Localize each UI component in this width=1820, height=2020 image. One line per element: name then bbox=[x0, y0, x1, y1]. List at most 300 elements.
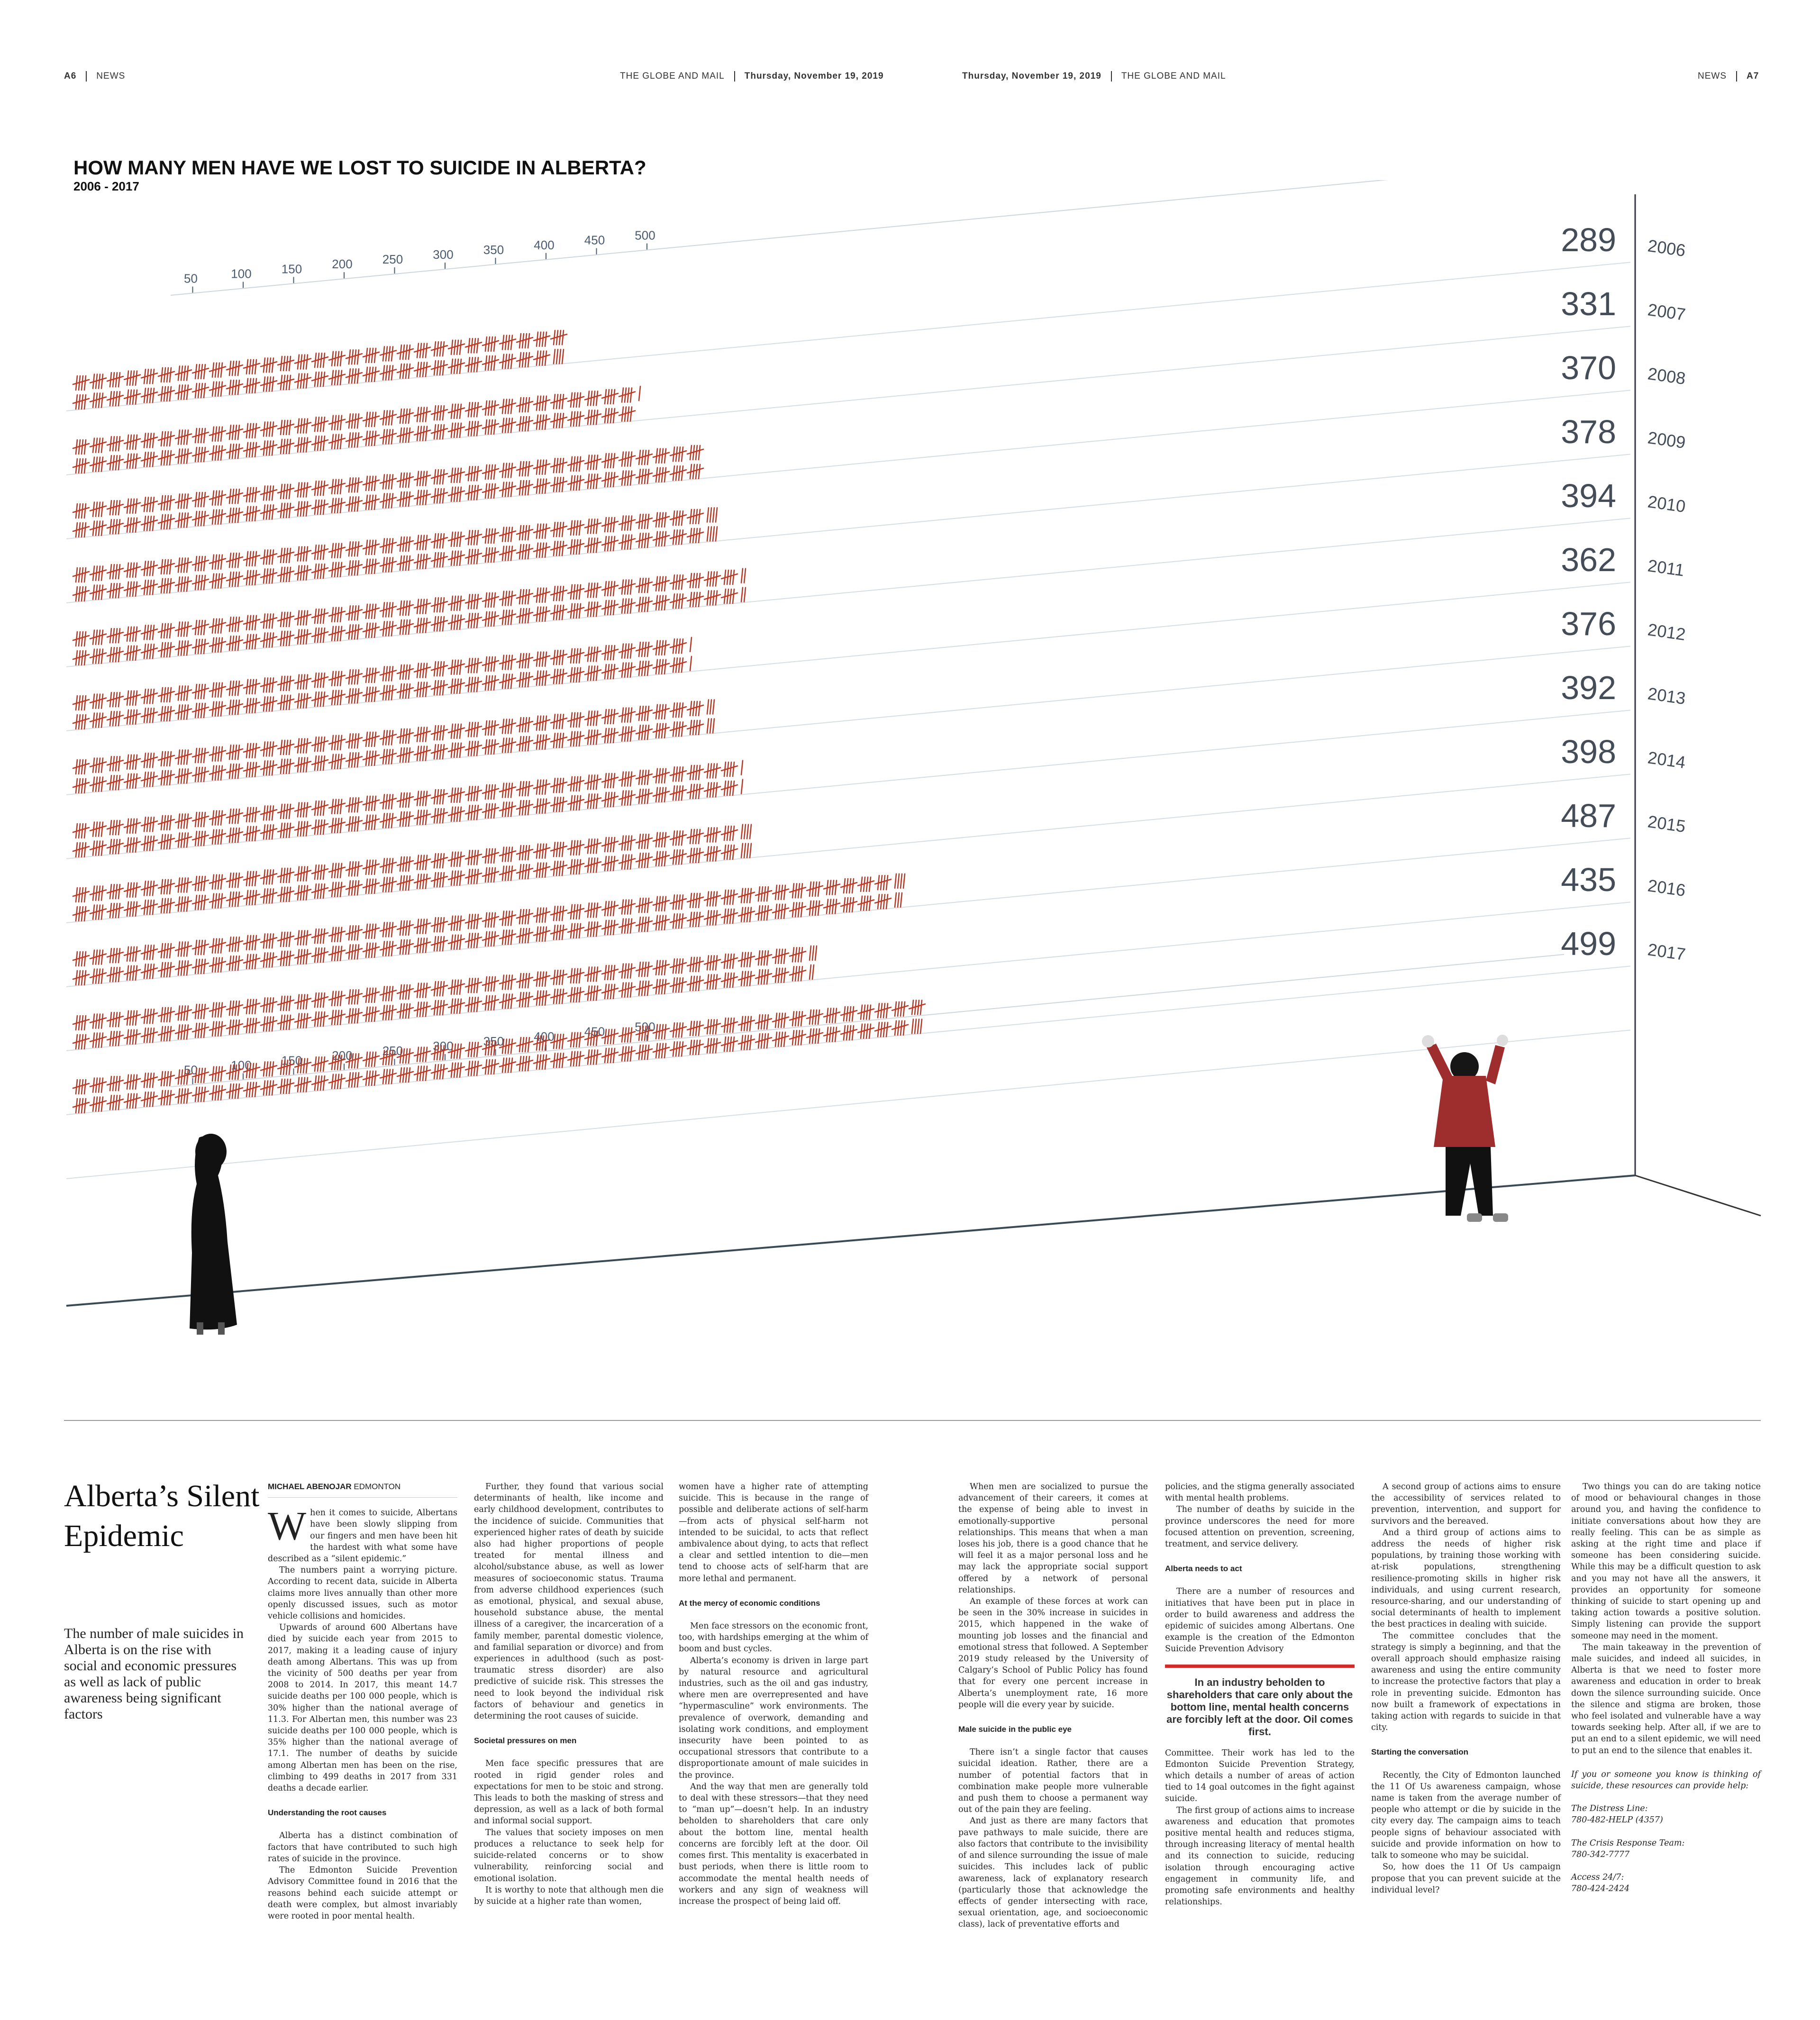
folio-right bbox=[1698, 71, 1759, 82]
tally-mark bbox=[107, 967, 123, 982]
tally-mark bbox=[517, 992, 533, 1007]
paragraph: The main takeaway in the prevention of male suicides, and indeed all suicides, in Alberta is that we need to foster more awareness and education in order to break down the silence surrounding suicide. Once the silence and stigma are broken, those who feel isolated and vulnerable have a way towards seeking help. After all, if we are to put an end to a silent epidemic, we will need to put an end to the silence that enables it. bbox=[1571, 1642, 1761, 1756]
tally-mark bbox=[73, 568, 89, 582]
scale-label: 200 bbox=[332, 257, 353, 272]
tally-mark bbox=[892, 1021, 908, 1035]
tally-mark bbox=[517, 673, 533, 687]
tally-mark bbox=[124, 371, 140, 385]
tally-mark bbox=[175, 622, 191, 636]
tally-mark bbox=[551, 522, 567, 537]
tally-mark bbox=[380, 813, 396, 828]
tally-mark bbox=[465, 805, 482, 819]
tally-mark bbox=[90, 694, 106, 709]
tally-mark bbox=[687, 701, 703, 716]
tally-mark bbox=[312, 417, 328, 431]
graphic-subtitle: 2006 - 2017 bbox=[73, 179, 139, 193]
tally-mark bbox=[568, 732, 584, 746]
tally-mark bbox=[704, 846, 720, 861]
tally-mark bbox=[295, 566, 311, 580]
tally-mark bbox=[312, 628, 328, 642]
tally-mark bbox=[346, 734, 362, 748]
tally-mark bbox=[397, 345, 413, 359]
tally-mark bbox=[534, 1055, 550, 1069]
tally-mark bbox=[73, 843, 89, 857]
tally-mark bbox=[824, 1028, 840, 1042]
tally-mark bbox=[653, 513, 669, 527]
tally-mark bbox=[397, 748, 413, 762]
tally-mark bbox=[278, 740, 294, 755]
tally-mark bbox=[773, 949, 789, 964]
tally-row-2009 bbox=[73, 508, 717, 601]
tally-mark bbox=[380, 429, 396, 444]
tally-mark bbox=[192, 1087, 209, 1101]
year-label: 2010 bbox=[1646, 491, 1687, 517]
tally-mark bbox=[397, 684, 413, 698]
tally-mark bbox=[534, 991, 550, 1005]
tally-mark bbox=[312, 673, 328, 687]
tally-mark bbox=[653, 596, 669, 610]
folio-divider bbox=[734, 71, 735, 82]
tally-mark bbox=[653, 1025, 669, 1039]
tally-mark bbox=[397, 409, 413, 423]
tally-mark bbox=[554, 349, 564, 364]
tally-mark bbox=[551, 842, 567, 856]
tally-mark bbox=[653, 1044, 669, 1058]
resource-phone: 780-424-2424 bbox=[1571, 1884, 1630, 1894]
tally-mark bbox=[465, 338, 482, 353]
tally-mark bbox=[329, 563, 345, 577]
scale-label: 50 bbox=[184, 271, 198, 286]
tally-mark bbox=[807, 901, 823, 915]
tally-mark bbox=[73, 632, 89, 646]
tally-mark bbox=[175, 449, 191, 463]
tally-mark bbox=[585, 666, 601, 680]
paragraph: The numbers paint a worrying picture. According to recent data, suicide in Alberta claims more lives annually than other more openly discussed issues, such as motor vehicle collisions and homicides. bbox=[268, 1565, 457, 1621]
tally-mark bbox=[244, 808, 260, 822]
tally-mark bbox=[687, 446, 703, 460]
tally-mark bbox=[707, 700, 714, 714]
tally-mark bbox=[227, 700, 243, 714]
tally-mark bbox=[380, 877, 396, 892]
tally-mark bbox=[482, 785, 499, 799]
tally-mark bbox=[295, 995, 311, 1009]
tally-mark bbox=[90, 457, 106, 472]
tally-mark bbox=[602, 454, 618, 468]
tally-mark bbox=[261, 998, 277, 1012]
tally-mark bbox=[738, 908, 755, 922]
tally-mark bbox=[175, 558, 191, 572]
tally-mark bbox=[295, 502, 311, 516]
tally-mark bbox=[670, 895, 686, 909]
tally-mark bbox=[687, 784, 703, 799]
tally-mark bbox=[329, 672, 345, 686]
tally-mark bbox=[192, 556, 209, 571]
tally-mark bbox=[107, 711, 123, 726]
tally-mark bbox=[261, 870, 277, 884]
tally-mark bbox=[380, 986, 396, 1001]
tally-mark bbox=[107, 647, 123, 662]
tally-mark bbox=[278, 932, 294, 946]
tally-mark bbox=[687, 976, 703, 991]
tally-mark bbox=[500, 847, 516, 862]
tally-mark bbox=[175, 686, 191, 700]
tally-mark bbox=[738, 972, 755, 986]
byline bbox=[268, 1481, 457, 1498]
guideline bbox=[66, 582, 1630, 731]
paragraph: The first group of actions aims to increase awareness and education that promotes positive mental health and reduces stigma, through increasing literacy of mental health and its connection to suicide, reducing isolation through encouraging active engagement in community life, and promoting safe environments and healthy relationships. bbox=[1165, 1805, 1355, 1907]
tally-mark bbox=[414, 1002, 430, 1017]
paragraph: Upwards of around 600 Albertans have died by suicide each year from 2015 to 2017, making it a leading cause of injury death among Albertans. This was up from the vicinity of 500 deaths per year from 2008 to 2014. In 2017, this meant 14.7 suicide deaths per 100 000 people, which is 30% higher than the national average of 11.3. For Albertan men, this number was 23 suicide deaths per 100 000 people, which is 35% higher than the national average of 17.1. The number of deaths by suicide among Albertan men has been on the rise, climbing to 499 deaths in 2017 from 331 deaths a decade earlier. bbox=[268, 1623, 457, 1793]
tally-mark bbox=[517, 334, 533, 348]
tally-mark bbox=[687, 1021, 703, 1036]
folio-center-left bbox=[620, 71, 884, 82]
tally-mark bbox=[653, 916, 669, 930]
tally-mark bbox=[346, 561, 362, 575]
tally-mark bbox=[687, 592, 703, 607]
tally-mark bbox=[636, 981, 652, 995]
tally-mark bbox=[107, 756, 123, 771]
tally-mark bbox=[431, 873, 447, 887]
tally-mark bbox=[295, 694, 311, 708]
tally-mark bbox=[636, 898, 652, 912]
tally-mark bbox=[209, 638, 226, 652]
tally-mark bbox=[141, 644, 157, 658]
tally-mark bbox=[107, 1031, 123, 1046]
tally-mark bbox=[653, 769, 669, 783]
paper-name-right: THE GLOBE AND MAIL bbox=[1121, 71, 1226, 82]
tally-mark bbox=[500, 610, 516, 625]
byline-author: MICHAEL ABENOJAR bbox=[268, 1482, 352, 1491]
tally-mark bbox=[175, 513, 191, 527]
tally-mark bbox=[363, 668, 379, 682]
tally-mark bbox=[653, 724, 669, 738]
tally-mark bbox=[465, 421, 482, 436]
tally-mark bbox=[175, 769, 191, 783]
tally-mark bbox=[363, 815, 379, 829]
paragraph: policies, and the stigma generally associated with mental health problems. bbox=[1165, 1482, 1355, 1503]
tally-mark bbox=[175, 494, 191, 508]
tally-mark bbox=[448, 679, 464, 693]
tally-mark bbox=[158, 688, 174, 702]
tally-mark bbox=[431, 470, 447, 484]
tally-mark bbox=[773, 968, 789, 983]
tally-mark bbox=[158, 1027, 174, 1041]
tally-mark bbox=[414, 427, 430, 441]
tally-mark bbox=[551, 458, 567, 473]
tally-mark bbox=[380, 602, 396, 617]
tally-mark bbox=[175, 1006, 191, 1020]
tally-mark bbox=[482, 612, 499, 626]
tally-mark bbox=[551, 797, 567, 811]
tally-mark bbox=[209, 894, 226, 908]
tally-mark bbox=[209, 1067, 226, 1081]
tally-mark bbox=[346, 798, 362, 812]
tally-mark bbox=[124, 819, 140, 833]
tally-mark bbox=[551, 989, 567, 1003]
tally-mark bbox=[397, 620, 413, 634]
tally-mark bbox=[346, 369, 362, 383]
tally-mark bbox=[261, 486, 277, 500]
tally-mark bbox=[175, 1089, 191, 1103]
tally-mark bbox=[448, 532, 464, 546]
year-label: 2014 bbox=[1646, 747, 1687, 773]
tally-mark bbox=[192, 492, 209, 507]
tally-mark bbox=[517, 910, 533, 924]
tally-mark bbox=[448, 359, 464, 373]
drop-cap: W bbox=[268, 1503, 307, 1549]
tally-mark bbox=[192, 748, 209, 763]
tally-mark bbox=[670, 447, 686, 461]
tally-mark bbox=[380, 621, 396, 636]
tally-mark bbox=[568, 412, 584, 426]
tally-mark bbox=[704, 572, 720, 586]
tally-mark bbox=[585, 730, 601, 744]
woman-figure-illustration bbox=[190, 1134, 237, 1335]
tally-mark bbox=[141, 900, 157, 914]
tally-mark bbox=[465, 1061, 482, 1075]
tally-mark bbox=[380, 941, 396, 955]
tally-mark bbox=[261, 358, 277, 372]
tally-mark bbox=[90, 713, 106, 728]
tally-mark bbox=[534, 780, 550, 794]
tally-mark bbox=[158, 515, 174, 529]
tally-mark bbox=[448, 596, 464, 610]
tally-mark bbox=[653, 897, 669, 911]
tally-mark bbox=[431, 1065, 447, 1079]
tally-mark bbox=[517, 974, 533, 988]
tally-mark bbox=[312, 564, 328, 578]
tally-mark bbox=[500, 546, 516, 561]
tally-mark bbox=[141, 708, 157, 722]
tally-mark bbox=[431, 662, 447, 676]
tally-mark bbox=[414, 746, 430, 761]
tally-mark bbox=[551, 778, 567, 792]
tally-mark bbox=[636, 962, 652, 976]
tally-mark bbox=[755, 970, 772, 984]
tally-mark bbox=[295, 547, 311, 561]
tally-mark bbox=[602, 965, 618, 980]
tally-mark bbox=[602, 646, 618, 660]
tally-mark bbox=[261, 697, 277, 711]
paragraph: Men face specific pressures that are rooted in rigid gender roles and expectations for men to be stoic and strong. This leads to both the masking of stress and depression, as well as a lack of both formal and informal social support. bbox=[474, 1759, 664, 1826]
tally-mark bbox=[141, 753, 157, 767]
tally-mark bbox=[209, 766, 226, 780]
tally-mark bbox=[790, 947, 806, 962]
tally-mark bbox=[465, 869, 482, 883]
tally-mark bbox=[329, 992, 345, 1006]
tally-mark bbox=[670, 722, 686, 736]
tally-mark bbox=[414, 619, 430, 633]
tally-mark bbox=[707, 508, 717, 522]
subhead: Male suicide in the public eye bbox=[958, 1725, 1072, 1734]
tally-mark bbox=[73, 440, 89, 454]
tally-mark bbox=[380, 858, 396, 873]
tally-mark bbox=[653, 833, 669, 847]
tally-mark bbox=[858, 896, 874, 910]
tally-mark bbox=[824, 1009, 840, 1023]
tally-mark bbox=[465, 402, 482, 417]
pull-quote: In an industry beholden to shareholders that care only about the bottom line, mental health concerns are forcibly left at the door. Oil comes first. bbox=[1165, 1665, 1355, 1738]
tally-mark bbox=[500, 1058, 516, 1073]
tally-mark bbox=[670, 466, 686, 480]
tally-mark bbox=[807, 882, 823, 896]
subhead: At the mercy of economic conditions bbox=[679, 1598, 820, 1608]
tally-mark bbox=[244, 360, 260, 374]
tally-mark bbox=[517, 526, 533, 540]
tally-mark bbox=[636, 450, 652, 464]
tally-mark bbox=[397, 601, 413, 615]
tally-mark bbox=[329, 416, 345, 430]
tally-mark bbox=[670, 1023, 686, 1037]
tally-mark bbox=[551, 970, 567, 984]
paragraph: Men face stressors on the economic front, too, with hardships emerging at the whim of boom and bust cycles. bbox=[679, 1621, 868, 1654]
tally-mark bbox=[158, 835, 174, 849]
tally-mark bbox=[107, 884, 123, 899]
tally-mark bbox=[141, 516, 157, 530]
tally-mark bbox=[175, 1025, 191, 1039]
paragraph: The committee concludes that the strategy is simply a beginning, and that the overall approach should emphasize raising awareness and using the entire community to increase the protective factors that play a role in preventing suicide. Edmonton has now built a framework of expectations in taking action with regards to suicide in that city. bbox=[1371, 1631, 1561, 1733]
tally-mark bbox=[124, 1094, 140, 1108]
tally-mark bbox=[790, 1011, 806, 1026]
tally-mark bbox=[807, 1010, 823, 1024]
tally-mark bbox=[636, 917, 652, 931]
tally-mark bbox=[568, 924, 584, 938]
tally-mark bbox=[363, 476, 379, 491]
tally-mark bbox=[363, 879, 379, 893]
tally-mark bbox=[448, 724, 464, 738]
tally-mark bbox=[670, 978, 686, 992]
tally-mark bbox=[619, 580, 635, 594]
tally-mark bbox=[295, 483, 311, 497]
tally-mark bbox=[141, 964, 157, 978]
tally-mark bbox=[585, 986, 601, 1000]
tally-mark bbox=[227, 508, 243, 522]
tally-mark bbox=[312, 1057, 328, 1071]
tally-mark bbox=[602, 409, 618, 423]
tally-mark bbox=[500, 994, 516, 1009]
tally-mark bbox=[192, 1023, 209, 1037]
tally-mark bbox=[158, 432, 174, 446]
tally-mark bbox=[431, 726, 447, 740]
tally-mark bbox=[755, 951, 772, 965]
tally-mark bbox=[209, 446, 226, 460]
tally-mark bbox=[534, 588, 550, 602]
tally-mark bbox=[687, 1040, 703, 1055]
tally-mark bbox=[636, 661, 652, 675]
tally-mark bbox=[909, 1000, 925, 1014]
tally-mark bbox=[141, 388, 157, 402]
tally-mark bbox=[517, 801, 533, 815]
tally-mark bbox=[721, 1018, 737, 1032]
tally-mark bbox=[278, 484, 294, 499]
tally-mark bbox=[73, 1099, 89, 1113]
year-label: 2015 bbox=[1646, 811, 1687, 837]
tally-mark bbox=[158, 624, 174, 638]
tally-mark bbox=[312, 1076, 328, 1090]
tally-mark bbox=[124, 563, 140, 577]
tally-mark bbox=[192, 620, 209, 635]
value-label: 331 bbox=[1561, 285, 1616, 322]
tally-mark bbox=[721, 826, 737, 840]
tally-mark bbox=[73, 696, 89, 710]
paragraph: When it comes to suicide, Albertans have been slowly slipping from our fingers and men have been hit the hardest with what some have described as a “silent epidemic.” bbox=[268, 1503, 457, 1564]
tally-mark bbox=[363, 540, 379, 555]
tally-mark bbox=[448, 999, 464, 1013]
tally-mark bbox=[397, 729, 413, 743]
tally-mark bbox=[124, 390, 140, 404]
tally-mark bbox=[227, 937, 243, 951]
tally-mark bbox=[534, 972, 550, 986]
tally-mark bbox=[397, 492, 413, 506]
tally-mark bbox=[380, 365, 396, 380]
tally-mark bbox=[158, 771, 174, 785]
subhead: Starting the conversation bbox=[1371, 1747, 1468, 1757]
scale-label: 150 bbox=[281, 1053, 302, 1068]
tally-mark bbox=[261, 1081, 277, 1095]
tally-mark bbox=[227, 873, 243, 887]
tally-mark bbox=[244, 955, 260, 969]
tally-mark bbox=[73, 971, 89, 985]
tally-mark bbox=[158, 560, 174, 574]
tally-mark bbox=[534, 524, 550, 538]
tally-mark bbox=[741, 761, 743, 775]
tally-mark bbox=[227, 489, 243, 503]
tally-mark bbox=[602, 792, 618, 807]
tally-mark bbox=[312, 481, 328, 495]
byline-place: EDMONTON bbox=[354, 1482, 401, 1491]
tally-mark bbox=[141, 452, 157, 466]
guideline bbox=[66, 454, 1630, 603]
tally-mark bbox=[482, 913, 499, 927]
tally-mark bbox=[619, 516, 635, 530]
tally-mark bbox=[517, 1037, 533, 1052]
tally-mark bbox=[482, 932, 499, 946]
tally-mark bbox=[397, 473, 413, 487]
tally-mark bbox=[482, 465, 499, 479]
tally-mark bbox=[295, 950, 311, 964]
tally-mark bbox=[465, 466, 482, 481]
tally-mark bbox=[602, 537, 618, 551]
tally-mark bbox=[414, 1066, 430, 1081]
resource-name: Access 24/7: bbox=[1571, 1873, 1624, 1883]
tally-mark bbox=[534, 863, 550, 877]
tally-mark bbox=[227, 617, 243, 631]
tally-mark bbox=[721, 1037, 737, 1051]
tally-mark bbox=[568, 393, 584, 407]
tally-mark bbox=[517, 545, 533, 559]
tally-mark bbox=[517, 353, 533, 367]
tally-mark bbox=[670, 767, 686, 781]
tally-mark bbox=[517, 590, 533, 604]
tally-mark bbox=[551, 330, 567, 345]
guideline bbox=[66, 518, 1630, 667]
tally-mark bbox=[346, 945, 362, 959]
tally-mark bbox=[431, 745, 447, 759]
tally-mark bbox=[346, 433, 362, 447]
tally-mark bbox=[414, 728, 430, 742]
tally-mark bbox=[227, 636, 243, 650]
tally-mark bbox=[639, 386, 640, 400]
tally-mark bbox=[551, 733, 567, 747]
tally-mark bbox=[73, 587, 89, 601]
tally-mark bbox=[227, 1020, 243, 1034]
tally-mark bbox=[261, 614, 277, 628]
tally-mark bbox=[175, 430, 191, 444]
tally-mark bbox=[841, 1026, 857, 1040]
tally-mark bbox=[244, 443, 260, 457]
tally-mark bbox=[414, 536, 430, 550]
tally-mark bbox=[619, 772, 635, 786]
